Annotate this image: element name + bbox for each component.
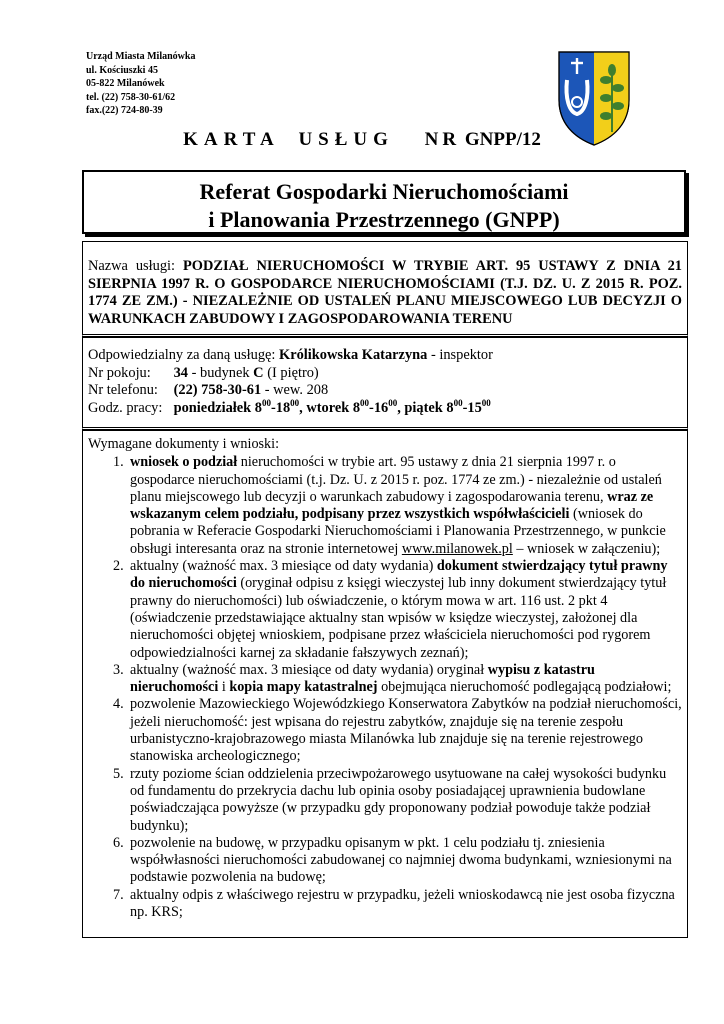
contact-section: [82, 337, 688, 430]
phone-row: [88, 382, 682, 400]
title-nr: NR: [424, 129, 461, 150]
phone-extension: - wew. 208: [264, 382, 329, 398]
room-number: 34: [173, 364, 188, 381]
list-item: 7. aktualny odpis z właściwego rejestru w przypadku, jeżeli wnioskodawcą nie jest osoba fizyczna np. KRS;: [113, 886, 675, 921]
office-address: [86, 50, 195, 118]
room-label: Nr pokoju:: [88, 364, 151, 381]
office-hours: poniedziałek $8^{00}-18^{00}$, wtorek $8^{00}-16^{00}$, piątek $8^{00}-15^{00}$: [173, 397, 491, 416]
hours-label: Godz. pracy:: [88, 399, 163, 416]
service-label: Nazwa usługi:: [88, 258, 176, 274]
responsible-role: - inspektor: [430, 347, 493, 363]
phone-label: Nr telefonu:: [88, 382, 158, 398]
address-line: ul. Kościuszki 45: [86, 64, 158, 76]
room-row: [88, 365, 682, 383]
title-karta: KARTA: [183, 129, 280, 150]
department-box: [82, 170, 686, 234]
website-link[interactable]: www.milanowek.pl: [401, 540, 513, 557]
title-number: GNPP/12: [464, 129, 541, 150]
address-line: fax.(22) 724-80-39: [86, 105, 163, 116]
floor-text: (I piętro): [267, 364, 319, 381]
responsible-row: [88, 347, 682, 365]
phone-number: (22) 758-30-61: [173, 382, 262, 398]
list-item: 2. aktualny (ważność max. 3 miesiące od daty wydania) dokument stwierdzający tytuł prawny do nieruchomości (oryginał odpisu z księgi wieczystej lub inny dokument stwierdzający tytuł prawny do nieruchomości) lub oświadczenie, o którym mowa w art. 116 ust. 2 pkt 4 (oświadczenie przedstawiające aktualny stan wpisów w księdze wieczystej, założonej dla nieruchomości objętej wnioskiem, podpisane przez właściciela nieruchomości pod rygorem odpowiedzialności karnej za składanie fałszywych zeznań);: [113, 558, 668, 661]
list-item: 1. wniosek o podział nieruchomości w trybie art. 95 ustawy z dnia 21 sierpnia 1997 r. o gospodarce nieruchomościami (t.j. Dz. U. z 2015 r. poz. 1774 ze zm.) - niezależnie od ustaleń planu miejscowego lub decyzji o warunkach zabudowy i zagospodarowania terenu, wraz ze wskazanym celem podziału, podpisany przez wszystkich współwłaścicieli (wniosek do pobrania w Referacie Gospodarki Nieruchomościami i Planowania Przestrzennego, w punkcie obsługi interesanta oraz na stronie internetowej www.milanowek.pl – wniosek w załączeniu);: [113, 454, 666, 557]
documents-list: [88, 454, 682, 921]
address-line: tel. (22) 758-30-61/62: [86, 91, 176, 103]
service-name-section: [82, 241, 688, 337]
department-line: i Planowania Przestrzennego (GNPP): [208, 207, 560, 232]
department-line: Referat Gospodarki Nieruchomościami: [199, 179, 569, 204]
responsible-label: Odpowiedzialny za daną usługę:: [88, 347, 276, 363]
address-line: Urząd Miasta Milanówka: [86, 51, 196, 62]
list-item: 5. rzuty poziome ścian oddzielenia przeciwpożarowego usytuowane na całej wysokości budynku od fundamentu do przekrycia dachu lub opinia osoby posiadającej uprawnienia budowlane poświadczająca powyższe (w przypadku gdy proponowany podział powoduje także podział budynku);: [113, 765, 667, 834]
list-item: 4. pozwolenie Mazowieckiego Wojewódzkiego Konserwatora Zabytków na podział nieruchomości, jeżeli nieruchomość: jest wpisana do rejestru zabytków, znajduje się na terenie zespołu urbanistyczno-krajobrazowego miasta Milanówka lub znajduje się na terenie rejestrowego stanowiska archeologicznego;: [113, 696, 682, 765]
documents-heading: Wymagane dokumenty i wnioski:: [88, 436, 280, 452]
list-item: 6. pozwolenie na budowę, w przypadku opisanym w pkt. 1 celu podziału tj. zniesienia współwłasności nieruchomości zabudowanej co najmniej dwoma budynkami, wzniesionymi na podstawie pozwolenia na budowę;: [113, 834, 672, 886]
room-building-text: - budynek: [191, 364, 250, 381]
building-letter: C: [253, 364, 264, 381]
title-uslug: USŁUG: [298, 129, 394, 150]
service-card-title: [0, 129, 724, 151]
required-documents-section: [82, 430, 688, 938]
hours-row: [88, 397, 682, 418]
responsible-name: Królikowska Katarzyna: [279, 347, 428, 363]
list-item: 3. aktualny (ważność max. 3 miesiące od daty wydania) oryginał wypisu z katastru nieruchomości i kopia mapy katastralnej obejmująca nieruchomość podlegającą podziałowi;: [113, 661, 672, 696]
service-name: PODZIAŁ NIERUCHOMOŚCI W TRYBIE ART. 95 USTAWY Z DNIA 21 SIERPNIA 1997 R. O GOSPODARCE NIERUCHOMOŚCIAMI (T.J. DZ. U. Z 2015 R. POZ. 1774 ZE ZM.) - NIEZALEŻNIE OD USTALEŃ PLANU MIEJSCOWEGO LUB DECYZJI O WARUNKACH ZABUDOWY I ZAGOSPODAROWANIA TERENU: [88, 258, 682, 327]
address-line: 05-822 Milanówek: [86, 78, 165, 89]
